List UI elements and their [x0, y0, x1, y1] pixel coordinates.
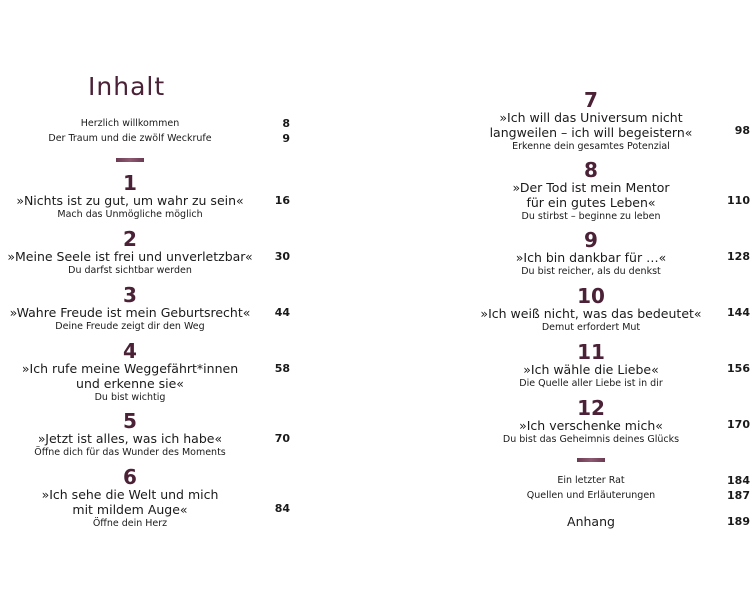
toc-chapter-10[interactable] [466, 286, 716, 334]
toc-chapter-1[interactable] [0, 173, 260, 221]
chapter-number: 6 [123, 465, 137, 489]
divider-bar [116, 158, 144, 162]
chapter-page: 16 [274, 194, 290, 207]
chapter-title: »Ich will das Universum nicht [499, 110, 683, 125]
toc-appendix[interactable] [466, 514, 716, 529]
chapter-title: »Jetzt ist alles, was ich habe« [37, 431, 223, 446]
chapter-title: »Ich sehe die Welt und mich [41, 487, 219, 502]
chapter-number: 7 [584, 88, 598, 112]
toc-chapter-2[interactable] [0, 229, 260, 277]
toc-intro-1-page: 8 [282, 117, 290, 130]
chapter-subtitle: Deine Freude zeigt dir den Weg [55, 321, 205, 332]
chapter-subtitle: Du stirbst – beginne zu leben [521, 211, 661, 222]
toc-outro-1-label: Ein letzter Rat [557, 475, 625, 486]
chapter-number: 5 [123, 409, 137, 433]
toc-chapter-9[interactable] [466, 230, 716, 278]
toc-intro-2-label: Der Traum und die zwölf Weckrufe [48, 133, 212, 144]
chapter-title: »Wahre Freude ist mein Geburtsrecht« [9, 305, 251, 320]
chapter-title: »Ich weiß nicht, was das bedeutet« [480, 306, 702, 321]
toc-chapter-8[interactable] [466, 160, 716, 223]
chapter-subtitle: Öffne dein Herz [92, 518, 168, 529]
toc-chapter-4[interactable] [0, 341, 260, 404]
chapter-subtitle: Mach das Unmögliche möglich [57, 209, 203, 220]
divider-bar [577, 458, 605, 462]
chapter-subtitle: Öffne dich für das Wunder des Moments [34, 447, 226, 458]
chapter-title: »Der Tod ist mein Mentor [512, 180, 670, 195]
chapter-page: 70 [274, 432, 290, 445]
toc-outro-2[interactable] [466, 489, 716, 502]
chapter-number: 8 [584, 158, 598, 182]
toc-appendix-label: Anhang [567, 514, 615, 529]
toc-intro-2-page: 9 [282, 132, 290, 145]
toc-intro-1-label: Herzlich willkommen [80, 118, 180, 129]
chapter-subtitle: Die Quelle aller Liebe ist in dir [519, 378, 663, 389]
toc-intro-1[interactable] [0, 117, 260, 130]
chapter-subtitle: Du darfst sichtbar werden [68, 265, 192, 276]
chapter-title-line-2: langweilen – ich will begeistern« [489, 125, 693, 140]
toc-appendix-page: 189 [727, 515, 750, 528]
chapter-number: 1 [123, 171, 137, 195]
toc-intro-2[interactable] [0, 132, 260, 145]
page-title: Inhalt [88, 72, 166, 101]
chapter-page: 110 [727, 194, 750, 207]
chapter-title: »Nichts ist zu gut, um wahr zu sein« [16, 193, 244, 208]
chapter-title-line-2: für ein gutes Leben« [526, 195, 656, 210]
chapter-title-line-2: und erkenne sie« [76, 376, 184, 391]
toc-chapter-3[interactable] [0, 285, 260, 333]
chapter-number: 3 [123, 283, 137, 307]
chapter-subtitle: Erkenne dein gesamtes Potenzial [512, 141, 670, 152]
chapter-subtitle: Du bist wichtig [94, 392, 166, 403]
chapter-subtitle: Du bist das Geheimnis deines Glücks [502, 434, 680, 445]
chapter-page: 128 [727, 250, 750, 263]
chapter-page: 98 [734, 124, 750, 137]
chapter-number: 11 [577, 340, 605, 364]
chapter-title-line-2: mit mildem Auge« [72, 502, 188, 517]
chapter-title: »Ich rufe meine Weggefährt*innen [21, 361, 239, 376]
chapter-number: 4 [123, 339, 137, 363]
chapter-page: 84 [274, 502, 290, 515]
chapter-page: 170 [727, 418, 750, 431]
chapter-page: 156 [727, 362, 750, 375]
chapter-page: 58 [274, 362, 290, 375]
toc-outro-2-page: 187 [727, 489, 750, 502]
chapter-page: 44 [274, 306, 290, 319]
toc-chapter-7[interactable] [466, 90, 716, 153]
toc-outro-2-label: Quellen und Erläuterungen [526, 490, 656, 501]
chapter-page: 30 [274, 250, 290, 263]
chapter-title: »Meine Seele ist frei und unverletzbar« [7, 249, 253, 264]
chapter-title: »Ich wähle die Liebe« [523, 362, 659, 377]
toc-outro-1[interactable] [466, 474, 716, 487]
toc-chapter-11[interactable] [466, 342, 716, 390]
chapter-title: »Ich bin dankbar für …« [515, 250, 667, 265]
chapter-number: 2 [123, 227, 137, 251]
chapter-subtitle: Demut erfordert Mut [541, 322, 641, 333]
chapter-number: 9 [584, 228, 598, 252]
toc-chapter-12[interactable] [466, 398, 716, 446]
chapter-subtitle: Du bist reicher, als du denkst [521, 266, 661, 277]
chapter-number: 10 [577, 284, 605, 308]
toc-chapter-6[interactable] [0, 467, 260, 530]
chapter-number: 12 [577, 396, 605, 420]
toc-outro-1-page: 184 [727, 474, 750, 487]
toc-chapter-5[interactable] [0, 411, 260, 459]
chapter-page: 144 [727, 306, 750, 319]
chapter-title: »Ich verschenke mich« [519, 418, 663, 433]
